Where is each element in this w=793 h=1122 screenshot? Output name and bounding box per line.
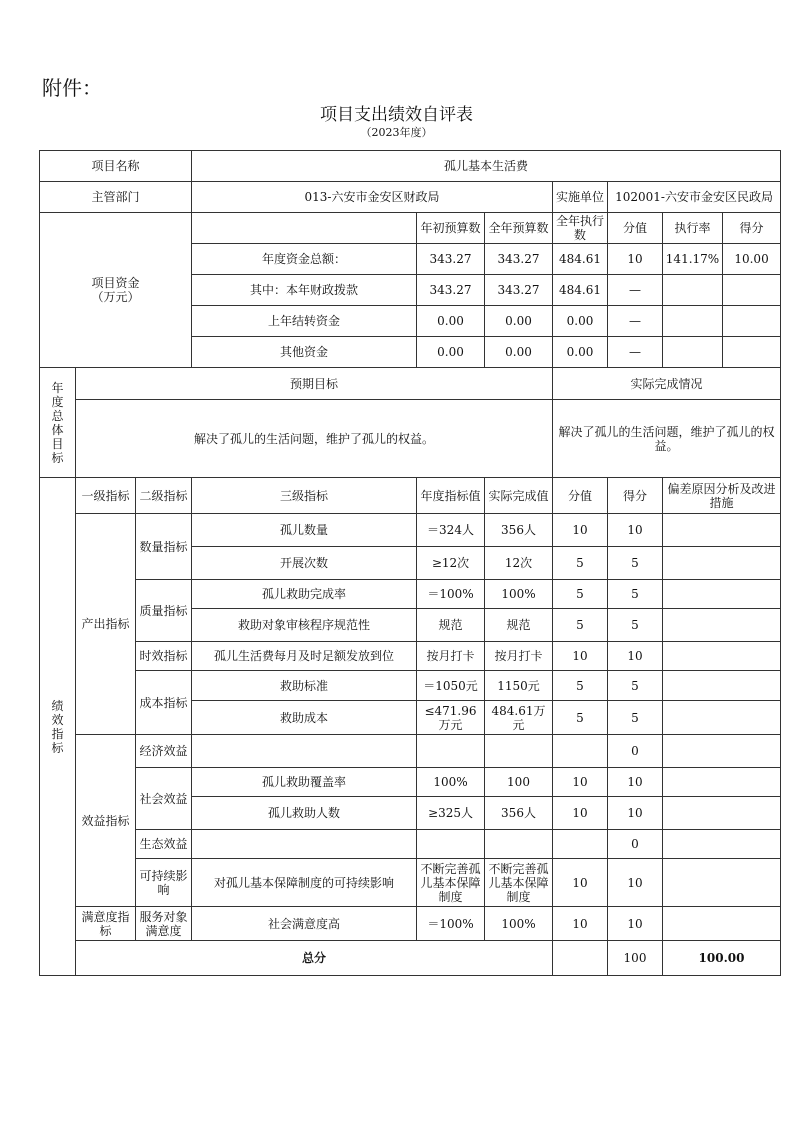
score-cell: 0	[608, 830, 663, 859]
total-score-value: 100	[608, 941, 663, 976]
goals-side-char: 年	[51, 380, 64, 395]
header-reason: 偏差原因分析及改进措施	[663, 478, 781, 514]
l3-cell: 孤儿救助完成率	[192, 580, 417, 609]
l3-cell: 救助标准	[192, 671, 417, 701]
reason-cell	[663, 671, 781, 701]
target-cell: 按月打卡	[417, 642, 485, 671]
indicators-side-char: 绩	[51, 698, 64, 713]
actual-cell: 100%	[485, 907, 553, 941]
funds-cell: —	[608, 275, 663, 306]
l3-cell: 孤儿救助人数	[192, 797, 417, 830]
funds-col-rate-score	[663, 213, 781, 244]
evaluation-table	[39, 150, 781, 976]
target-cell: ＝1050元	[417, 671, 485, 701]
actual-cell: 484.61万元	[485, 701, 553, 735]
funds-cell: 0.00	[485, 306, 553, 337]
funds-col-rate: 执行率	[663, 213, 723, 243]
l2-quality: 质量指标	[136, 580, 192, 642]
l3-cell: 救助对象审核程序规范性	[192, 609, 417, 642]
actual-cell	[485, 830, 553, 859]
score-cell: 10	[608, 514, 663, 547]
score-value-cell	[553, 830, 608, 859]
actual-cell: 356人	[485, 514, 553, 547]
total-label: 总分	[76, 941, 553, 976]
header-l3: 三级指标	[192, 478, 417, 514]
reason-cell	[663, 514, 781, 547]
funds-cell: 484.61	[553, 244, 608, 275]
dept-value: 013-六安市金安区财政局	[192, 182, 553, 213]
l2-quantity: 数量指标	[136, 514, 192, 580]
header-l2: 二级指标	[136, 478, 192, 514]
expected-goal-text: 解决了孤儿的生活问题，维护了孤儿的权益。	[76, 400, 553, 478]
target-cell: ≥325人	[417, 797, 485, 830]
score-value-cell: 10	[553, 642, 608, 671]
unit-value: 102001-六安市金安区民政局	[608, 182, 781, 213]
funds-cell: 343.27	[485, 244, 553, 275]
funds-col-initial: 年初预算数	[417, 213, 485, 244]
reason-cell	[663, 859, 781, 907]
reason-cell	[663, 547, 781, 580]
l3-cell: 救助成本	[192, 701, 417, 735]
funds-cell: —	[608, 306, 663, 337]
reason-cell	[663, 797, 781, 830]
project-name-label: 项目名称	[40, 151, 192, 182]
target-cell	[417, 735, 485, 768]
funds-label-line1: 项目资金	[91, 276, 140, 290]
score-cell: 5	[608, 580, 663, 609]
reason-cell	[663, 609, 781, 642]
actual-cell: 100	[485, 768, 553, 797]
year-subtitle: （2023年度）	[360, 126, 433, 139]
score-cell: 10	[608, 768, 663, 797]
funds-label	[40, 213, 192, 368]
score-cell: 10	[608, 859, 663, 907]
l2-social: 社会效益	[136, 768, 192, 830]
funds-cell: 0.00	[553, 337, 608, 368]
l3-cell: 开展次数	[192, 547, 417, 580]
score-value-cell: 10	[553, 859, 608, 907]
score-value-cell: 5	[553, 609, 608, 642]
target-cell: 规范	[417, 609, 485, 642]
score-cell: 10	[608, 642, 663, 671]
reason-cell	[663, 768, 781, 797]
actual-cell	[485, 735, 553, 768]
funds-cell: 484.61	[553, 275, 608, 306]
score-value-cell: 10	[553, 768, 608, 797]
funds-cell: 10	[608, 244, 663, 275]
funds-score	[723, 306, 781, 336]
target-cell: ＝100%	[417, 580, 485, 609]
score-cell: 5	[608, 671, 663, 701]
actual-cell: 规范	[485, 609, 553, 642]
funds-rate	[663, 275, 723, 305]
actual-cell: 不断完善孤儿基本保障制度	[485, 859, 553, 907]
target-cell: ＝100%	[417, 907, 485, 941]
score-value-cell: 5	[553, 701, 608, 735]
reason-cell	[663, 830, 781, 859]
goals-side-char: 目	[51, 436, 64, 451]
l3-cell: 孤儿数量	[192, 514, 417, 547]
score-value-cell: 5	[553, 547, 608, 580]
score-cell: 5	[608, 701, 663, 735]
actual-cell: 12次	[485, 547, 553, 580]
score-value-cell: 10	[553, 514, 608, 547]
reason-cell	[663, 907, 781, 941]
l3-cell: 孤儿救助覆盖率	[192, 768, 417, 797]
l2-cost: 成本指标	[136, 671, 192, 735]
score-value-cell: 10	[553, 797, 608, 830]
page-title: 项目支出绩效自评表	[320, 105, 473, 125]
l3-cell: 孤儿生活费每月及时足额发放到位	[192, 642, 417, 671]
l1-effect: 效益指标	[76, 735, 136, 907]
l2-service: 服务对象满意度	[136, 907, 192, 941]
funds-cell: 0.00	[417, 306, 485, 337]
funds-score	[723, 275, 781, 305]
funds-rate-score	[663, 306, 781, 337]
funds-cell: 0.00	[553, 306, 608, 337]
goals-side-char: 标	[51, 450, 64, 465]
actual-goal-text: 解决了孤儿的生活问题，维护了孤儿的权益。	[553, 400, 781, 478]
target-cell: 100%	[417, 768, 485, 797]
funds-col-executed: 全年执行数	[553, 213, 608, 244]
indicators-side-char: 标	[51, 740, 64, 755]
attachment-label: 附件：	[42, 76, 102, 100]
l1-satisfaction: 满意度指标	[76, 907, 136, 941]
score-cell: 5	[608, 547, 663, 580]
score-cell: 0	[608, 735, 663, 768]
header-actual: 实际完成值	[485, 478, 553, 514]
funds-cell: 343.27	[417, 244, 485, 275]
reason-cell	[663, 580, 781, 609]
project-name-value: 孤儿基本生活费	[192, 151, 781, 182]
score-cell: 10	[608, 797, 663, 830]
l2-eco: 生态效益	[136, 830, 192, 859]
l3-cell	[192, 830, 417, 859]
funds-cell: 0.00	[417, 337, 485, 368]
header-score-value: 分值	[553, 478, 608, 514]
target-cell: ≥12次	[417, 547, 485, 580]
funds-label-line2: （万元）	[91, 290, 140, 304]
reason-cell	[663, 642, 781, 671]
goals-side-char: 体	[51, 422, 64, 437]
funds-rate-score	[663, 337, 781, 368]
funds-rate	[663, 306, 723, 336]
funds-score: 10.00	[734, 252, 769, 266]
funds-rate	[663, 337, 723, 367]
funds-row-label: 其中：本年财政拨款	[192, 275, 417, 306]
indicators-side-label	[40, 478, 76, 976]
funds-cell: 0.00	[485, 337, 553, 368]
funds-rate-score	[663, 244, 781, 275]
l1-output: 产出指标	[76, 514, 136, 735]
funds-rate-score	[663, 275, 781, 306]
funds-cell: 343.27	[417, 275, 485, 306]
score-value-cell: 10	[553, 907, 608, 941]
score-value-cell: 5	[553, 580, 608, 609]
l3-cell: 社会满意度高	[192, 907, 417, 941]
score-value-cell	[553, 735, 608, 768]
unit-label: 实施单位	[553, 182, 608, 213]
funds-row-label: 上年结转资金	[192, 306, 417, 337]
l2-sustain: 可持续影响	[136, 859, 192, 907]
funds-col-score-value: 分值	[608, 213, 663, 244]
l3-cell	[192, 735, 417, 768]
funds-col-annual: 全年预算数	[485, 213, 553, 244]
target-cell: ≤471.96万元	[417, 701, 485, 735]
funds-score	[723, 337, 781, 367]
target-cell: 不断完善孤儿基本保障制度	[417, 859, 485, 907]
funds-rate: 141.17%	[663, 244, 723, 274]
funds-col-score: 得分	[739, 221, 764, 235]
dept-label: 主管部门	[40, 182, 192, 213]
expected-goal-header: 预期目标	[76, 368, 553, 400]
header-target: 年度指标值	[417, 478, 485, 514]
indicators-side-char: 指	[51, 726, 64, 741]
l3-cell: 对孤儿基本保障制度的可持续影响	[192, 859, 417, 907]
goals-side-label	[40, 368, 76, 478]
funds-row-label: 年度资金总额：	[192, 244, 417, 275]
funds-header-blank	[192, 213, 417, 244]
l2-economic: 经济效益	[136, 735, 192, 768]
score-cell: 5	[608, 609, 663, 642]
reason-cell	[663, 701, 781, 735]
target-cell	[417, 830, 485, 859]
actual-cell: 1150元	[485, 671, 553, 701]
total-score: 100.00	[663, 941, 781, 976]
indicators-side-char: 效	[51, 712, 64, 727]
l2-time: 时效指标	[136, 642, 192, 671]
target-cell: ＝324人	[417, 514, 485, 547]
funds-cell: 343.27	[485, 275, 553, 306]
actual-cell: 按月打卡	[485, 642, 553, 671]
header-score: 得分	[608, 478, 663, 514]
score-cell: 10	[608, 907, 663, 941]
reason-cell	[663, 735, 781, 768]
header-l1: 一级指标	[76, 478, 136, 514]
actual-cell: 100%	[485, 580, 553, 609]
score-value-cell: 5	[553, 671, 608, 701]
actual-goal-header: 实际完成情况	[553, 368, 781, 400]
funds-row-label: 其他资金	[192, 337, 417, 368]
funds-cell: —	[608, 337, 663, 368]
goals-side-char: 总	[51, 408, 64, 423]
total-actual	[553, 941, 608, 976]
actual-cell: 356人	[485, 797, 553, 830]
goals-side-char: 度	[51, 394, 64, 409]
